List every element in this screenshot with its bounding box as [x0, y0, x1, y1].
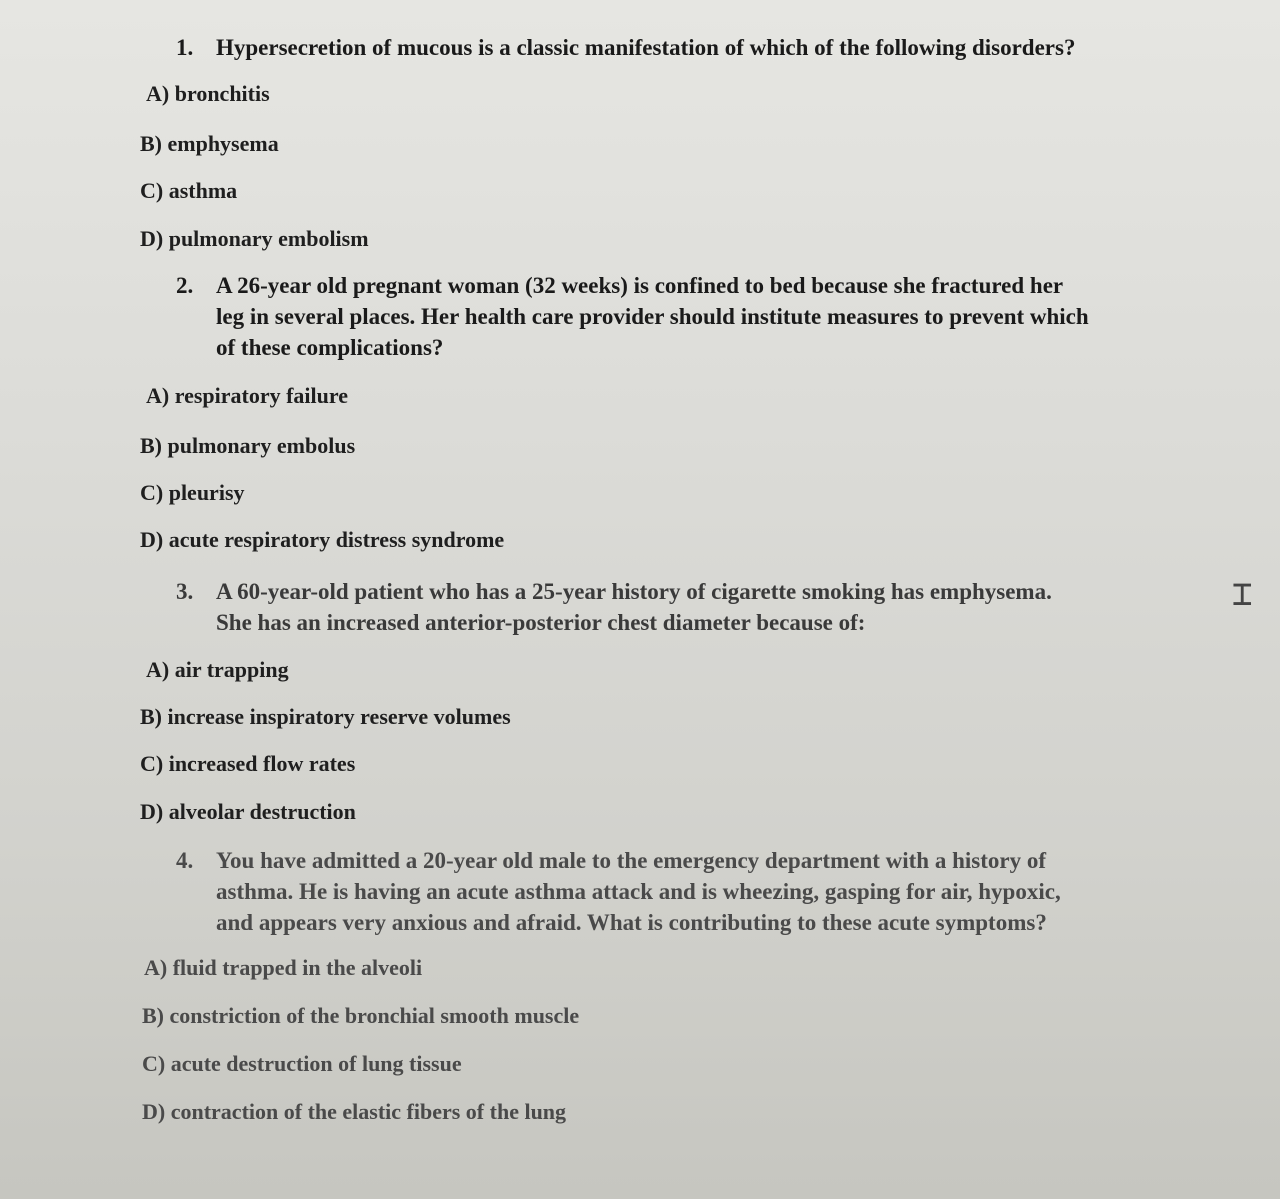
- option-2a[interactable]: A) respiratory failure: [146, 383, 349, 408]
- option-2b[interactable]: B) pulmonary embolus: [140, 433, 356, 458]
- option-4c[interactable]: C) acute destruction of lung tissue: [142, 1051, 462, 1076]
- option-3a[interactable]: A) air trapping: [146, 657, 289, 682]
- question-3: [176, 576, 1136, 638]
- text-cursor-icon: ⌶: [1232, 574, 1253, 614]
- option-4b[interactable]: B) constriction of the bronchial smooth muscle: [142, 1003, 580, 1028]
- option-3c[interactable]: C) increased flow rates: [140, 751, 356, 776]
- question-number: 4.: [176, 848, 194, 873]
- question-number: 2.: [176, 273, 194, 298]
- option-3d[interactable]: D) alveolar destruction: [140, 799, 356, 824]
- option-4a[interactable]: A) fluid trapped in the alveoli: [144, 955, 423, 980]
- question-text-line-3: and appears very anxious and afraid. What is contributing to these acute symptoms?: [216, 910, 1047, 935]
- option-1a[interactable]: A) bronchitis: [146, 81, 270, 106]
- question-number: 3.: [176, 579, 194, 604]
- question-text-line-2: She has an increased anterior-posterior chest diameter because of:: [216, 610, 866, 635]
- option-2d[interactable]: D) acute respiratory distress syndrome: [140, 527, 505, 552]
- question-text-line-2: leg in several places. Her health care provider should institute measures to prevent which: [216, 304, 1089, 329]
- question-text-line-1: You have admitted a 20-year old male to the emergency department with a history of: [216, 848, 1047, 873]
- option-1c[interactable]: C) asthma: [140, 178, 238, 203]
- option-4d[interactable]: D) contraction of the elastic fibers of the lung: [142, 1099, 567, 1124]
- question-number: 1.: [176, 35, 194, 60]
- option-3b[interactable]: B) increase inspiratory reserve volumes: [140, 704, 511, 729]
- option-1d[interactable]: D) pulmonary embolism: [140, 226, 369, 251]
- question-text-line-2: asthma. He is having an acute asthma attack and is wheezing, gasping for air, hypoxic,: [216, 879, 1061, 904]
- question-2: [176, 270, 1136, 363]
- option-1b[interactable]: B) emphysema: [140, 131, 279, 156]
- option-2c[interactable]: C) pleurisy: [140, 480, 245, 505]
- question-text-line-1: A 26-year old pregnant woman (32 weeks) is confined to bed because she fractured her: [216, 273, 1064, 298]
- question-1: [176, 32, 1136, 63]
- question-text-line-1: A 60-year-old patient who has a 25-year history of cigarette smoking has emphysema.: [216, 579, 1052, 604]
- question-4: [176, 845, 1136, 938]
- question-text: Hypersecretion of mucous is a classic manifestation of which of the following disorders?: [216, 35, 1076, 60]
- question-text-line-3: of these complications?: [216, 335, 444, 360]
